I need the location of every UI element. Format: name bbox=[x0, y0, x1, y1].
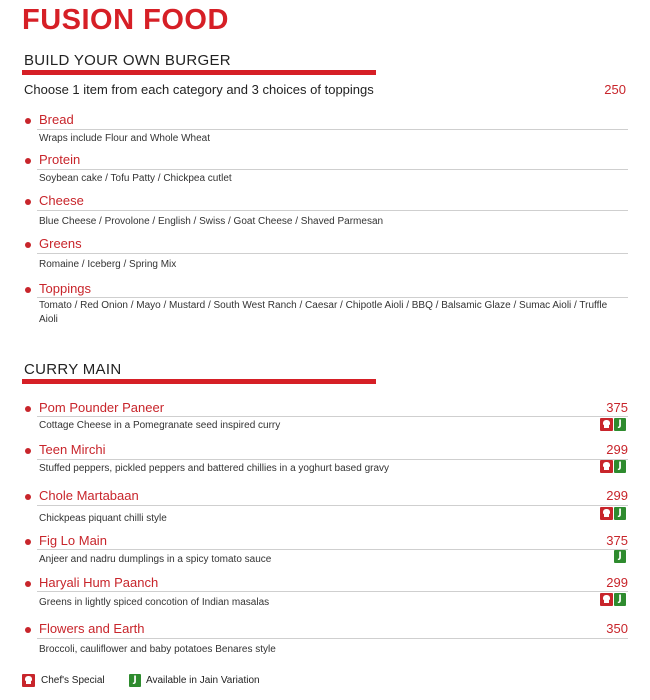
bullet-icon bbox=[25, 448, 31, 454]
item-badges bbox=[600, 593, 626, 606]
item-name: Chole Martabaan bbox=[39, 488, 139, 503]
item-price: 375 bbox=[606, 400, 628, 415]
curry-section-bar bbox=[22, 379, 376, 384]
chef-special-icon bbox=[600, 507, 613, 520]
bullet-icon bbox=[25, 242, 31, 248]
burger-price: 250 bbox=[604, 82, 626, 97]
chef-special-icon bbox=[22, 674, 35, 687]
divider bbox=[37, 416, 628, 417]
item-name: Protein bbox=[39, 152, 81, 167]
bullet-icon bbox=[25, 539, 31, 545]
divider bbox=[37, 210, 628, 211]
divider bbox=[37, 505, 628, 506]
jain-icon: J bbox=[614, 460, 626, 473]
item-description: Blue Cheese / Provolone / English / Swiss / Goat Cheese / Shaved Parmesan bbox=[39, 216, 384, 227]
divider bbox=[37, 591, 628, 592]
item-name: Flowers and Earth bbox=[39, 621, 145, 636]
bullet-icon bbox=[25, 118, 31, 124]
legend-jain-label: Available in Jain Variation bbox=[146, 675, 260, 686]
item-name: Pom Pounder Paneer bbox=[39, 400, 165, 415]
item-description: Stuffed peppers, pickled peppers and battered chillies in a yoghurt based gravy bbox=[39, 463, 390, 474]
chef-special-icon bbox=[600, 593, 613, 606]
item-name: Haryali Hum Paanch bbox=[39, 575, 159, 590]
item-description: Wraps include Flour and Whole Wheat bbox=[39, 133, 211, 144]
item-name: Teen Mirchi bbox=[39, 442, 106, 457]
divider bbox=[37, 297, 628, 298]
divider bbox=[37, 549, 628, 550]
bullet-icon bbox=[25, 581, 31, 587]
item-badges bbox=[614, 550, 626, 563]
legend-chef-label: Chef's Special bbox=[41, 675, 105, 686]
item-description: Cottage Cheese in a Pomegranate seed inspired curry bbox=[39, 420, 281, 431]
bullet-icon bbox=[25, 494, 31, 500]
item-price: 299 bbox=[606, 488, 628, 503]
item-description: Tomato / Red Onion / Mayo / Mustard / South West Ranch / Caesar / Chipotle Aioli / BBQ / Balsamic Glaze / Sumac Aioli / Truffle Aioli bbox=[39, 300, 608, 325]
item-price: 299 bbox=[606, 442, 628, 457]
item-name: Fig Lo Main bbox=[39, 533, 107, 548]
jain-icon: J bbox=[129, 674, 141, 687]
burger-section-bar bbox=[22, 70, 376, 75]
item-description: Chickpeas piquant chilli style bbox=[39, 513, 167, 524]
item-name: Toppings bbox=[39, 281, 92, 296]
burger-section-title: BUILD YOUR OWN BURGER bbox=[24, 52, 231, 69]
divider bbox=[37, 638, 628, 639]
jain-icon: J bbox=[614, 418, 626, 431]
item-name: Cheese bbox=[39, 193, 84, 208]
item-description: Broccoli, cauliflower and baby potatoes Benares style bbox=[39, 644, 276, 655]
item-badges bbox=[600, 507, 626, 520]
item-description: Soybean cake / Tofu Patty / Chickpea cutlet bbox=[39, 173, 232, 184]
curry-section-title: CURRY MAIN bbox=[24, 361, 122, 378]
bullet-icon bbox=[25, 627, 31, 633]
item-price: 375 bbox=[606, 533, 628, 548]
bullet-icon bbox=[25, 406, 31, 412]
jain-icon: J bbox=[614, 550, 626, 563]
divider bbox=[37, 253, 628, 254]
jain-icon: J bbox=[614, 507, 626, 520]
chef-special-icon bbox=[600, 418, 613, 431]
bullet-icon bbox=[25, 287, 31, 293]
item-name: Bread bbox=[39, 112, 74, 127]
item-name: Greens bbox=[39, 236, 82, 251]
bullet-icon bbox=[25, 199, 31, 205]
jain-icon: J bbox=[614, 593, 626, 606]
item-description: Romaine / Iceberg / Spring Mix bbox=[39, 259, 177, 270]
burger-intro: Choose 1 item from each category and 3 choices of toppings bbox=[24, 82, 374, 97]
divider bbox=[37, 459, 628, 460]
item-description: Anjeer and nadru dumplings in a spicy tomato sauce bbox=[39, 554, 272, 565]
bullet-icon bbox=[25, 158, 31, 164]
item-price: 350 bbox=[606, 621, 628, 636]
item-badges bbox=[600, 460, 626, 473]
legend bbox=[22, 674, 422, 690]
chef-special-icon bbox=[600, 460, 613, 473]
item-badges bbox=[600, 418, 626, 431]
page-title: FUSION FOOD bbox=[22, 4, 229, 36]
divider bbox=[37, 129, 628, 130]
item-description: Greens in lightly spiced concotion of Indian masalas bbox=[39, 597, 270, 608]
divider bbox=[37, 169, 628, 170]
item-price: 299 bbox=[606, 575, 628, 590]
